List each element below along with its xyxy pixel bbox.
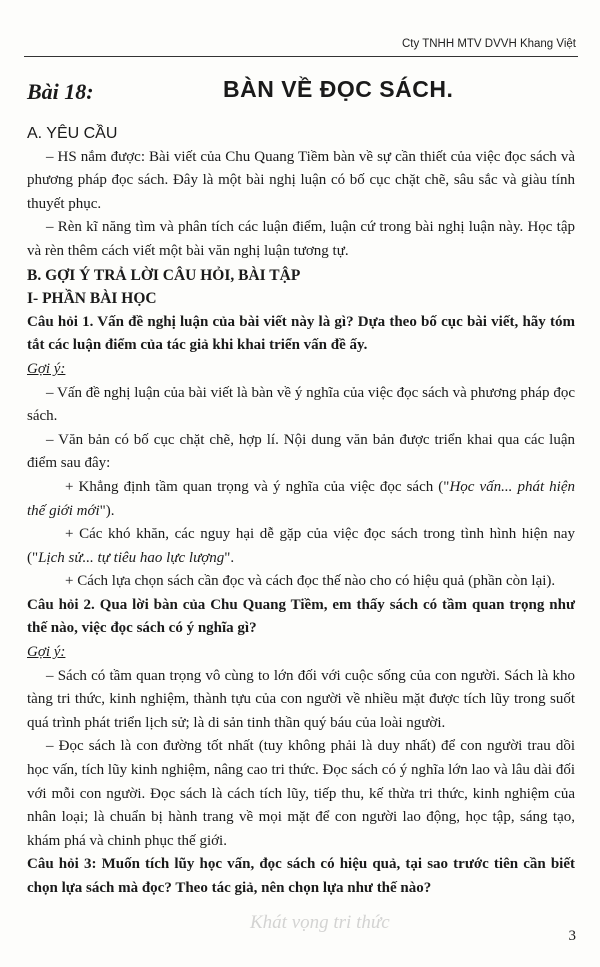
- watermark: Khát vọng tri thức: [250, 912, 390, 933]
- section-a-heading: A. YÊU CẦU: [27, 125, 118, 142]
- part-1-heading: I- PHẦN BÀI HỌC: [27, 290, 157, 308]
- q2-answer-1: – Sách có tầm quan trọng vô cùng to lớn đối với cuộc sống của con người. Sách là kho tàng tri thức, kinh nghiệm, thành tựu của con người về nhiều mặt được tích lũy trong suốt quá trình phát triển lịch sử; là di sản tinh thần quý báu của loài người.: [27, 667, 575, 731]
- question-1: Câu hỏi 1. Vấn đề nghị luận của bài viết này là gì? Dựa theo bố cục bài viết, hãy tóm tắt các luận điểm của tác giả khi khai triển vấn đề ấy.: [27, 313, 575, 354]
- lesson-title-row: [27, 78, 575, 112]
- requirement-item-1: – HS nắm được: Bài viết của Chu Quang Tiềm bàn về sự cần thiết của việc đọc sách và phương pháp đọc sách. Đây là một bài nghị luận có bố cục chặt chẽ, sâu sắc và giàu tính thuyết phục.: [27, 148, 575, 212]
- section-b-heading: B. GỢI Ý TRẢ LỜI CÂU HỎI, BÀI TẬP: [27, 266, 301, 284]
- hint-label-2: Gợi ý:: [27, 644, 66, 661]
- body-text: [27, 78, 575, 901]
- header-rule: [24, 56, 578, 57]
- q1-point-2: + Các khó khăn, các nguy hại dễ gặp của việc đọc sách trong tình hình hiện nay ("Lịch sử... tự tiêu hao lực lượng".: [27, 526, 575, 566]
- lesson-title: BÀN VỀ ĐỌC SÁCH.: [223, 76, 454, 102]
- running-header: Cty TNHH MTV DVVH Khang Việt: [401, 38, 576, 50]
- requirement-item-2: – Rèn kĩ năng tìm và phân tích các luận điểm, luận cứ trong bài nghị luận này. Học tập và rèn thêm cách viết một bài văn nghị luận tương tự.: [27, 219, 575, 259]
- lesson-number: Bài 18:: [27, 79, 94, 104]
- q1-point-3: + Cách lựa chọn sách cần đọc và cách đọc thế nào cho có hiệu quả (phần còn lại).: [65, 573, 556, 590]
- question-2: Câu hỏi 2. Qua lời bàn của Chu Quang Tiềm, em thấy sách có tầm quan trọng như thế nào, việc đọc sách có ý nghĩa gì?: [27, 596, 575, 637]
- q1-answer-2: – Văn bản có bố cục chặt chẽ, hợp lí. Nội dung văn bản được triển khai qua các luận điểm sau đây:: [27, 431, 575, 472]
- page-number: 3: [568, 928, 576, 944]
- question-3: Câu hỏi 3: Muốn tích lũy học vấn, đọc sách có hiệu quả, tại sao trước tiên cần biết chọn lựa sách mà đọc? Theo tác giả, nên chọn lựa như thế nào?: [27, 856, 575, 896]
- hint-label-1: Gợi ý:: [27, 360, 66, 377]
- q1-answer-1: – Vấn đề nghị luận của bài viết là bàn về ý nghĩa của việc đọc sách và phương pháp đọc sách.: [27, 384, 575, 425]
- q2-answer-2: – Đọc sách là con đường tốt nhất (tuy không phải là duy nhất) để con người trau dồi học vấn, tích lũy kinh nghiệm, nâng cao tri thức. Đọc sách có ý nghĩa lớn lao và lâu dài đối với mỗi con người. Đọc sách là cách tích lũy, tiếp thu, kế thừa tri thức, kinh nghiệm của nhân loại; là chuẩn bị hành trang về mọi mặt để con người lao động, học tập, sáng tạo, khám phá và chinh phục thế giới.: [27, 738, 575, 849]
- q1-point-1: + Khẳng định tầm quan trọng và ý nghĩa của việc đọc sách ("Học vấn... phát hiện thế giới mới").: [27, 478, 576, 519]
